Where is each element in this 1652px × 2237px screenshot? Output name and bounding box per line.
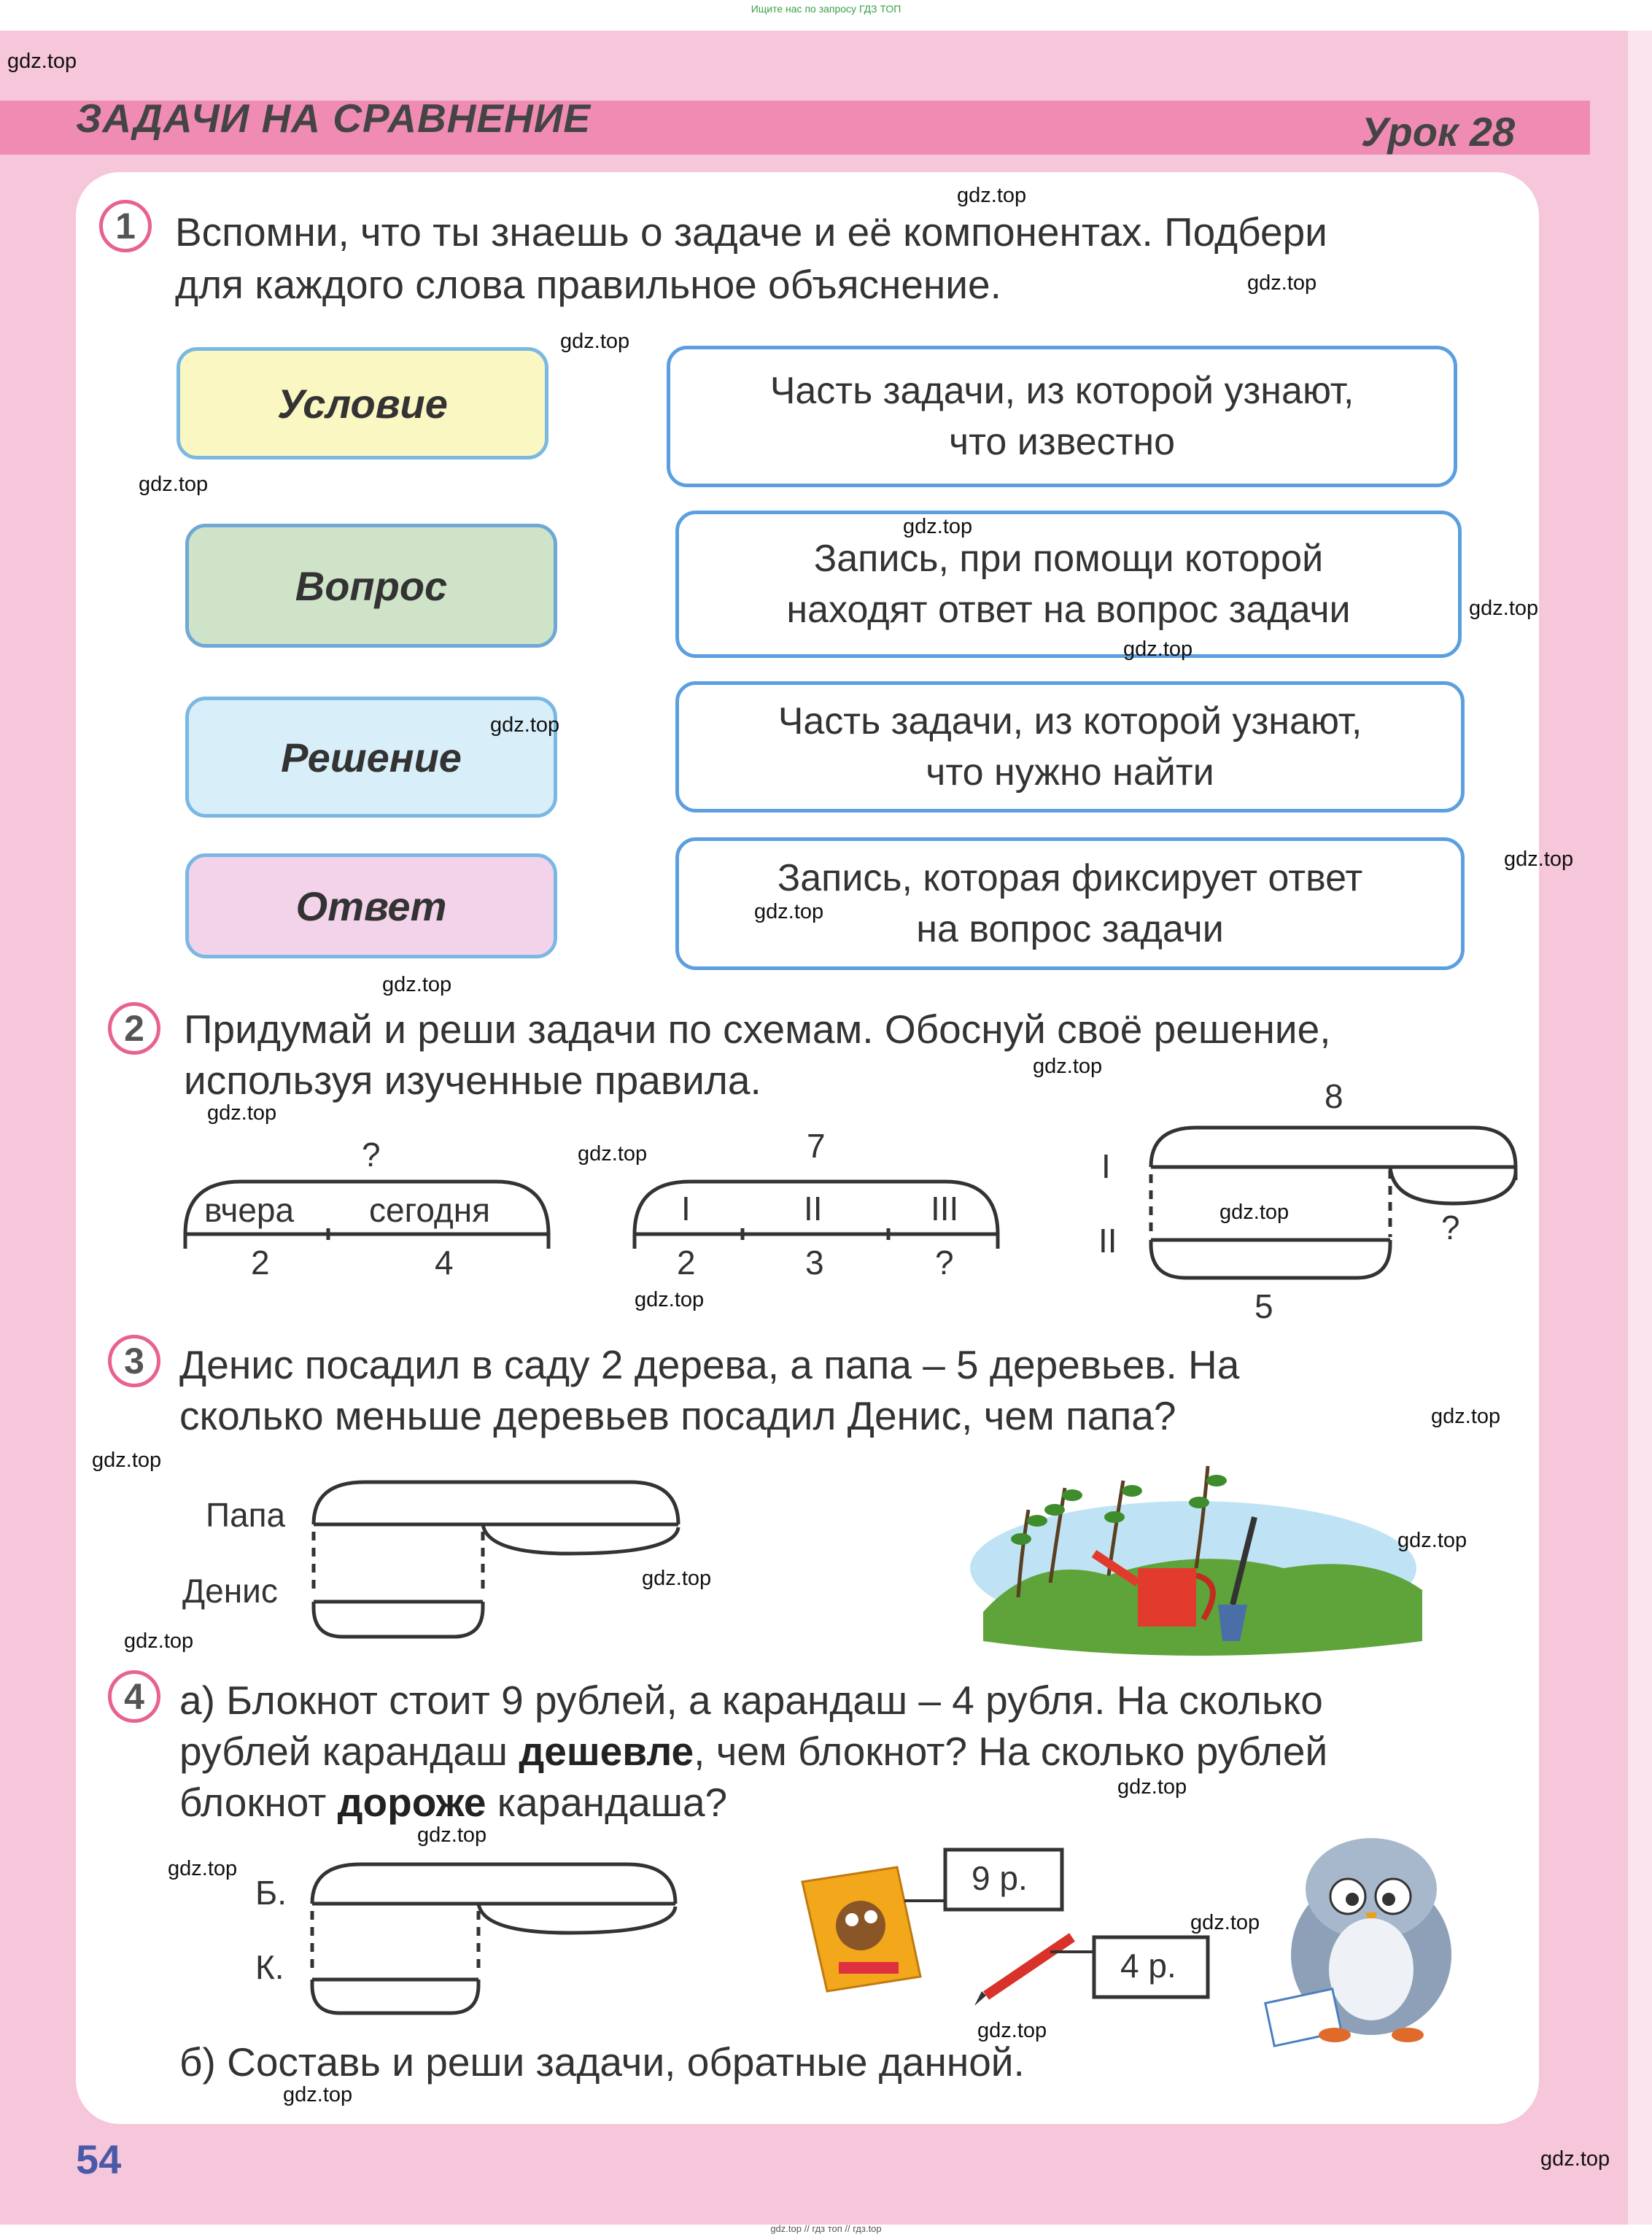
watermark: gdz.top <box>560 330 630 353</box>
watermark: gdz.top <box>957 184 1027 207</box>
garden-illustration <box>970 1466 1422 1656</box>
task-number-1: 1 <box>99 200 152 252</box>
watermark: gdz.top <box>7 50 77 73</box>
scheme2-total-label: 7 <box>807 1127 826 1165</box>
watermark: gdz.top <box>1397 1529 1467 1552</box>
scheme-3-diagram <box>1151 1128 1516 1278</box>
watermark: gdz.top <box>1123 637 1193 661</box>
task-number-2: 2 <box>108 1002 160 1055</box>
task2-text-line1: Придумай и реши задачи по схемам. Обоснуй своё решение, <box>184 1007 1331 1052</box>
notebook-icon <box>802 1867 920 1991</box>
watermark: gdz.top <box>139 473 209 496</box>
watermark: gdz.top <box>283 2083 353 2106</box>
task3-row1-label: Папа <box>206 1496 286 1534</box>
watermark: gdz.top <box>382 973 452 996</box>
watermark: gdz.top <box>1540 2147 1610 2171</box>
definition-1-line1: Часть задачи, из которой узнают, <box>769 370 1354 412</box>
definition-2-line1: Запись, при помощи которой <box>813 538 1324 580</box>
lesson-title: ЗАДАЧИ НА СРАВНЕНИЕ <box>76 96 592 141</box>
scheme3-total-label: 8 <box>1325 1077 1343 1115</box>
task4-line3-part-b: карандаша? <box>486 1780 728 1825</box>
task4-row2-label: К. <box>255 1948 284 1986</box>
scheme1-part-b-label: сегодня <box>369 1191 491 1229</box>
page-number: 54 <box>76 2136 122 2182</box>
scheme2-value-1: 2 <box>677 1244 696 1282</box>
watermark: gdz.top <box>490 713 560 737</box>
task4-line2-part-a: рублей карандаш <box>179 1729 519 1774</box>
watermark: gdz.top <box>642 1567 712 1590</box>
task-number-4: 4 <box>108 1670 160 1723</box>
watermark: gdz.top <box>1033 1055 1103 1078</box>
definition-4-line1: Запись, которая фиксирует ответ <box>777 857 1363 899</box>
scheme1-part-a-label: вчера <box>204 1191 295 1229</box>
task3-text-line2: сколько меньше деревьев посадил Денис, чем папа? <box>179 1393 1176 1438</box>
definition-1-line2: что известно <box>949 421 1175 463</box>
task1-text-line2: для каждого слова правильное объяснение. <box>175 262 1001 307</box>
definition-3-line1: Часть задачи, из которой узнают, <box>777 700 1362 743</box>
task3-diagram <box>314 1482 678 1637</box>
keyword-cheaper: дешевле <box>519 1729 694 1774</box>
scheme3-row1-label: I <box>1101 1147 1111 1185</box>
pencil-icon <box>974 1937 1072 2006</box>
watermark: gdz.top <box>124 1629 194 1653</box>
watermark: gdz.top <box>1431 1405 1501 1428</box>
term-condition: Условие <box>177 347 548 460</box>
task4-line2-part-b: , чем блокнот? На сколько рублей <box>694 1729 1328 1774</box>
task1-text-line1: Вспомни, что ты знаешь о задаче и её компонентах. Подбери <box>175 209 1327 255</box>
task4-part-b-text: б) Составь и реши задачи, обратные данной. <box>179 2039 1025 2085</box>
pencil-price-label: 4 р. <box>1120 1947 1176 1985</box>
task3-row2-label: Денис <box>182 1572 278 1610</box>
scheme3-difference-label: ? <box>1441 1209 1460 1247</box>
watermark: gdz.top <box>754 900 824 923</box>
definition-4-line2: на вопрос задачи <box>916 908 1224 950</box>
scheme3-bottom-label: 5 <box>1254 1287 1273 1325</box>
scheme2-part-3-label: III <box>931 1190 959 1228</box>
watermark: gdz.top <box>578 1142 648 1166</box>
scheme2-value-2: 3 <box>805 1244 824 1282</box>
task-number-3: 3 <box>108 1335 160 1387</box>
bottom-note: gdz.top // гдз топ // гдз.top <box>770 2223 882 2234</box>
owl-icon <box>1265 1838 1451 2046</box>
watermark: gdz.top <box>1504 848 1574 871</box>
lesson-number: Урок 28 <box>1361 109 1516 155</box>
keyword-more-expensive: дороже <box>337 1780 486 1825</box>
watermark: gdz.top <box>92 1449 162 1472</box>
task3-text-line1: Денис посадил в саду 2 дерева, а папа – 5 деревьев. На <box>179 1342 1240 1387</box>
watermark: gdz.top <box>1190 1911 1260 1934</box>
watermark: gdz.top <box>1469 597 1539 620</box>
task4-diagram <box>312 1864 675 2013</box>
watermark: gdz.top <box>417 1823 487 1847</box>
pencil-price-connector <box>1050 1952 1094 1969</box>
notebook-price-label: 9 р. <box>972 1859 1028 1897</box>
task4-text-line1: а) Блокнот стоит 9 рублей, а карандаш – 4 рубля. На сколько <box>179 1678 1323 1723</box>
task4-line3-part-a: блокнот <box>179 1780 338 1825</box>
definition-2-line2: находят ответ на вопрос задачи <box>786 589 1351 631</box>
scheme1-value-b: 4 <box>435 1244 454 1282</box>
watermark: gdz.top <box>1117 1775 1187 1799</box>
scheme2-part-1-label: I <box>681 1190 691 1228</box>
watermark: gdz.top <box>1247 271 1317 295</box>
term-answer: Ответ <box>185 853 557 958</box>
watermark: gdz.top <box>977 2019 1047 2042</box>
term-solution: Решение <box>185 697 557 818</box>
watermark: gdz.top <box>1219 1201 1290 1224</box>
top-note: Ищите нас по запросу ГДЗ ТОП <box>751 3 901 15</box>
scheme1-total-label: ? <box>362 1136 381 1174</box>
watermark: gdz.top <box>168 1857 238 1880</box>
definition-3-line2: что нужно найти <box>926 751 1214 794</box>
task2-text-line2: используя изученные правила. <box>184 1058 761 1103</box>
scheme1-value-a: 2 <box>251 1244 270 1282</box>
watermark: gdz.top <box>903 515 973 538</box>
scheme3-row2-label: II <box>1098 1222 1117 1260</box>
notebook-price-connector <box>904 1872 945 1901</box>
scheme2-part-2-label: II <box>804 1190 823 1228</box>
task4-row1-label: Б. <box>255 1874 287 1912</box>
scheme2-value-3: ? <box>935 1244 954 1282</box>
watermark: gdz.top <box>635 1288 705 1311</box>
watermark: gdz.top <box>207 1101 277 1125</box>
term-question: Вопрос <box>185 524 557 648</box>
